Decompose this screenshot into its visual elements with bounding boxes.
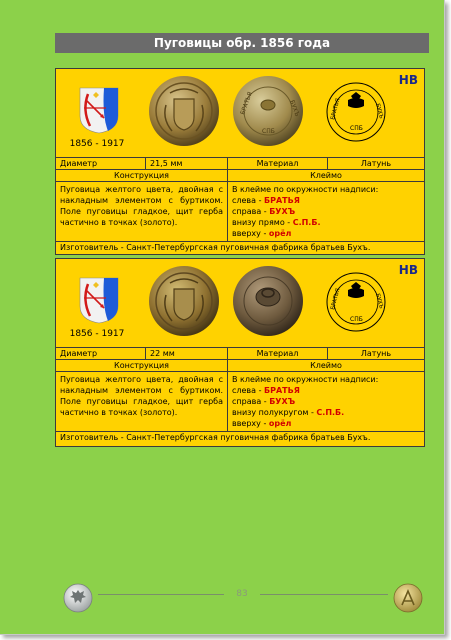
description-row bbox=[56, 371, 424, 431]
stamp-intro: В клейме по окружности надписи: bbox=[232, 375, 379, 384]
diameter-value: 21,5 мм bbox=[146, 158, 228, 169]
diameter-value: 22 мм bbox=[146, 348, 228, 359]
stamp-header: Клеймо bbox=[310, 171, 342, 180]
page-number: 83 bbox=[236, 589, 248, 599]
stamp-bottom-text: СПБ bbox=[350, 125, 363, 132]
stamp-left-text: БРАТЬЯ bbox=[330, 97, 342, 121]
spec-row bbox=[56, 347, 424, 359]
button-card-2 bbox=[55, 258, 425, 447]
years-label: 1856 - 1917 bbox=[69, 329, 125, 339]
footer-divider-left bbox=[98, 594, 224, 595]
header-row bbox=[56, 359, 424, 371]
material-value: Латунь bbox=[360, 159, 392, 168]
card-image-row bbox=[56, 259, 424, 347]
stamp-right-text: БУХЪ bbox=[374, 292, 384, 310]
description-row bbox=[56, 181, 424, 241]
button-front-photo-icon bbox=[148, 75, 220, 147]
back-stamp-right-text: БУХЪ bbox=[288, 99, 301, 118]
years-label: 1856 - 1917 bbox=[69, 139, 125, 149]
kirov-coat-of-arms-icon bbox=[78, 86, 120, 134]
eagle-emblem-icon bbox=[63, 583, 93, 613]
back-stamp-bottom-text: СПБ bbox=[262, 128, 275, 135]
construction-header: Конструкция bbox=[56, 360, 228, 371]
material-label: Материал bbox=[228, 348, 328, 359]
kirov-coat-of-arms-icon bbox=[78, 276, 120, 324]
material-label: Материал bbox=[228, 158, 328, 169]
card-image-row bbox=[56, 69, 424, 157]
stamp-intro: В клейме по окружности надписи: bbox=[232, 185, 379, 194]
diameter-label: Диаметр bbox=[56, 158, 146, 169]
page-title: Пуговицы обр. 1856 года bbox=[55, 33, 429, 53]
button-back-photo-icon bbox=[232, 265, 304, 337]
code-label: НВ bbox=[398, 263, 418, 277]
stamp-description bbox=[228, 372, 424, 431]
diameter-label: Диаметр bbox=[56, 348, 146, 359]
stamp-line: слева - БРАТЬЯ bbox=[232, 386, 300, 395]
stamp-drawing-icon bbox=[326, 272, 386, 332]
construction-header: Конструкция bbox=[56, 170, 228, 181]
stamp-line: вверху - орёл bbox=[232, 229, 292, 238]
stamp-header: Клеймо bbox=[310, 361, 342, 370]
code-label: НВ bbox=[398, 73, 418, 87]
back-stamp-left-text: БРАТЬЯ bbox=[239, 90, 255, 116]
stamp-line: внизу полукругом - С.П.Б. bbox=[232, 408, 345, 417]
maker-text: Изготовитель - Санкт-Петербургская пуговичная фабрика братьев Бухъ. bbox=[56, 431, 424, 443]
stamp-line: внизу прямо - С.П.Б. bbox=[232, 218, 321, 227]
construction-text: Пуговица желтого цвета, двойная с накладным элементом с буртиком. Поле пуговицы гладкое, щит герба частично в точках (золото). bbox=[56, 182, 228, 241]
stamp-description bbox=[228, 182, 424, 241]
stamp-line: справа - БУХЪ bbox=[232, 207, 296, 216]
monogram-emblem-icon bbox=[393, 583, 423, 613]
button-back-photo-icon bbox=[232, 75, 304, 147]
stamp-line: слева - БРАТЬЯ bbox=[232, 196, 300, 205]
stamp-left-text: БРАТЬЯ bbox=[330, 287, 342, 311]
construction-text: Пуговица желтого цвета, двойная с накладным элементом с буртиком. Поле пуговицы гладкое, щит герба частично в точках (золото). bbox=[56, 372, 228, 431]
footer-divider-right bbox=[260, 594, 388, 595]
stamp-line: справа - БУХЪ bbox=[232, 397, 296, 406]
button-front-photo-icon bbox=[148, 265, 220, 337]
stamp-drawing-icon bbox=[326, 82, 386, 142]
stamp-right-text: БУХЪ bbox=[374, 102, 384, 120]
stamp-bottom-text: СПБ bbox=[350, 316, 363, 323]
header-row bbox=[56, 169, 424, 181]
material-value: Латунь bbox=[360, 349, 392, 358]
stamp-line: вверху - орёл bbox=[232, 419, 292, 428]
maker-text: Изготовитель - Санкт-Петербургская пуговичная фабрика братьев Бухъ. bbox=[56, 241, 424, 253]
spec-row bbox=[56, 157, 424, 169]
button-card-1 bbox=[55, 68, 425, 255]
